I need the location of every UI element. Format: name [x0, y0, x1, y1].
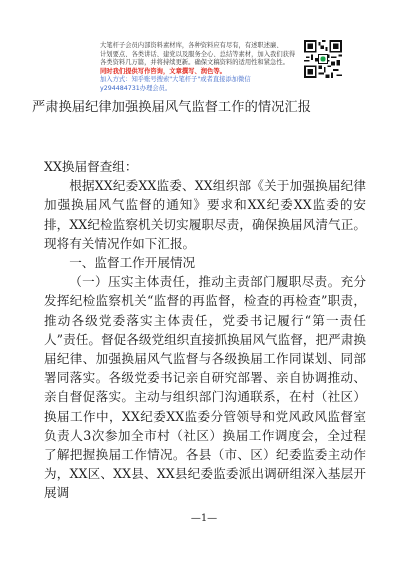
banner-join-info-2: y294484731办理会员。 [100, 84, 172, 92]
qr-code-icon [304, 40, 342, 78]
document-title: 严肃换届纪律加强换届风气监督工作的情况汇报 [32, 100, 312, 115]
intro-paragraph: 根据XX纪委XX监委、XX组织部《关于加强换届纪律加强换届风气监督的通知》要求和XX纪委XX监委的安排，XX纪检监察机关切实履职尽责，确保换届风清气正。现将有关情况作如下汇报。 [44, 178, 366, 251]
salutation: XX换届督查组： [44, 159, 138, 174]
page-number: —1— [190, 513, 218, 524]
banner-line: 各类资料几万篇，并将持续更新。确保文稿资料的适用性和紧急性。 [100, 59, 289, 67]
banner-highlight: 同时我们提供写作咨询，文章撰写、润色等。 [100, 67, 226, 75]
promo-banner [100, 42, 300, 94]
document-body [44, 157, 366, 503]
banner-line: 计划要点、各类讲话、建党以及服务全心、总结等素材，加入我们获得 [100, 50, 296, 58]
banner-line: 大笔杆子会员内部资料素材库，各种资料应有尽有，有述职述廉、 [100, 42, 283, 49]
body-paragraph: （一）压实主体责任，推动主责部门履职尽责。充分发挥纪检监察机关“监督的再监督，检查的再检查”职责，推动各级党委落实主体责任，党委书记履行“第一责任人”责任。督促各级党组织直接抓换届风气监督，把严肃换届纪律、加强换届风气监督与各级换届工作同谋划、同部署同落实。各级党委书记亲自研究部署、亲自协调推动、亲自督促落实。主动与组织部门沟通联系，在村（社区）换届工作中，XX纪委XX监委分管领导和党风政风监督室负责人3次参加全市村（社区）换届工作调度会，全过程了解把握换届工作情况。各县（市、区）纪委监委主动作为，XX区、XX县、XX县纪委监委派出调研组深入基层开展调 [44, 274, 366, 501]
section-heading: 一、监督工作开展情况 [69, 255, 196, 271]
banner-join-info: 加入方式：知乎账号搜索"大笔杆子"或者直接添加微信 [100, 76, 251, 84]
